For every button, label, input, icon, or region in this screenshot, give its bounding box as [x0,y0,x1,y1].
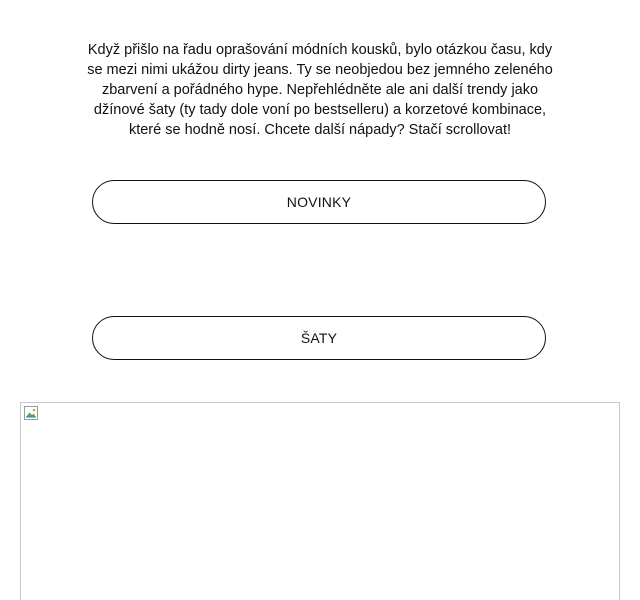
intro-line: se mezi nimi ukážou dirty jeans. Ty se neobjedou bez jemného zeleného [87,62,553,78]
intro-paragraph [80,40,560,140]
broken-image-icon [23,405,39,421]
intro-line: Když přišlo na řadu oprašování módních kousků, bylo otázkou času, kdy [87,42,553,58]
product-image[interactable] [20,402,620,600]
saty-button-label: ŠATY [300,330,338,346]
novinky-button[interactable] [92,180,546,224]
intro-line: zbarvení a pořádného hype. Nepřehlédněte ale ani další trendy jako [101,82,539,98]
saty-button[interactable] [92,316,546,360]
novinky-button-label: NOVINKY [286,194,352,210]
intro-line: džínové šaty (ty tady dole voní po bestselleru) a korzetové kombinace, [93,102,547,118]
intro-line: které se hodně nosí. Chcete další nápady? Stačí scrollovat! [128,122,512,138]
